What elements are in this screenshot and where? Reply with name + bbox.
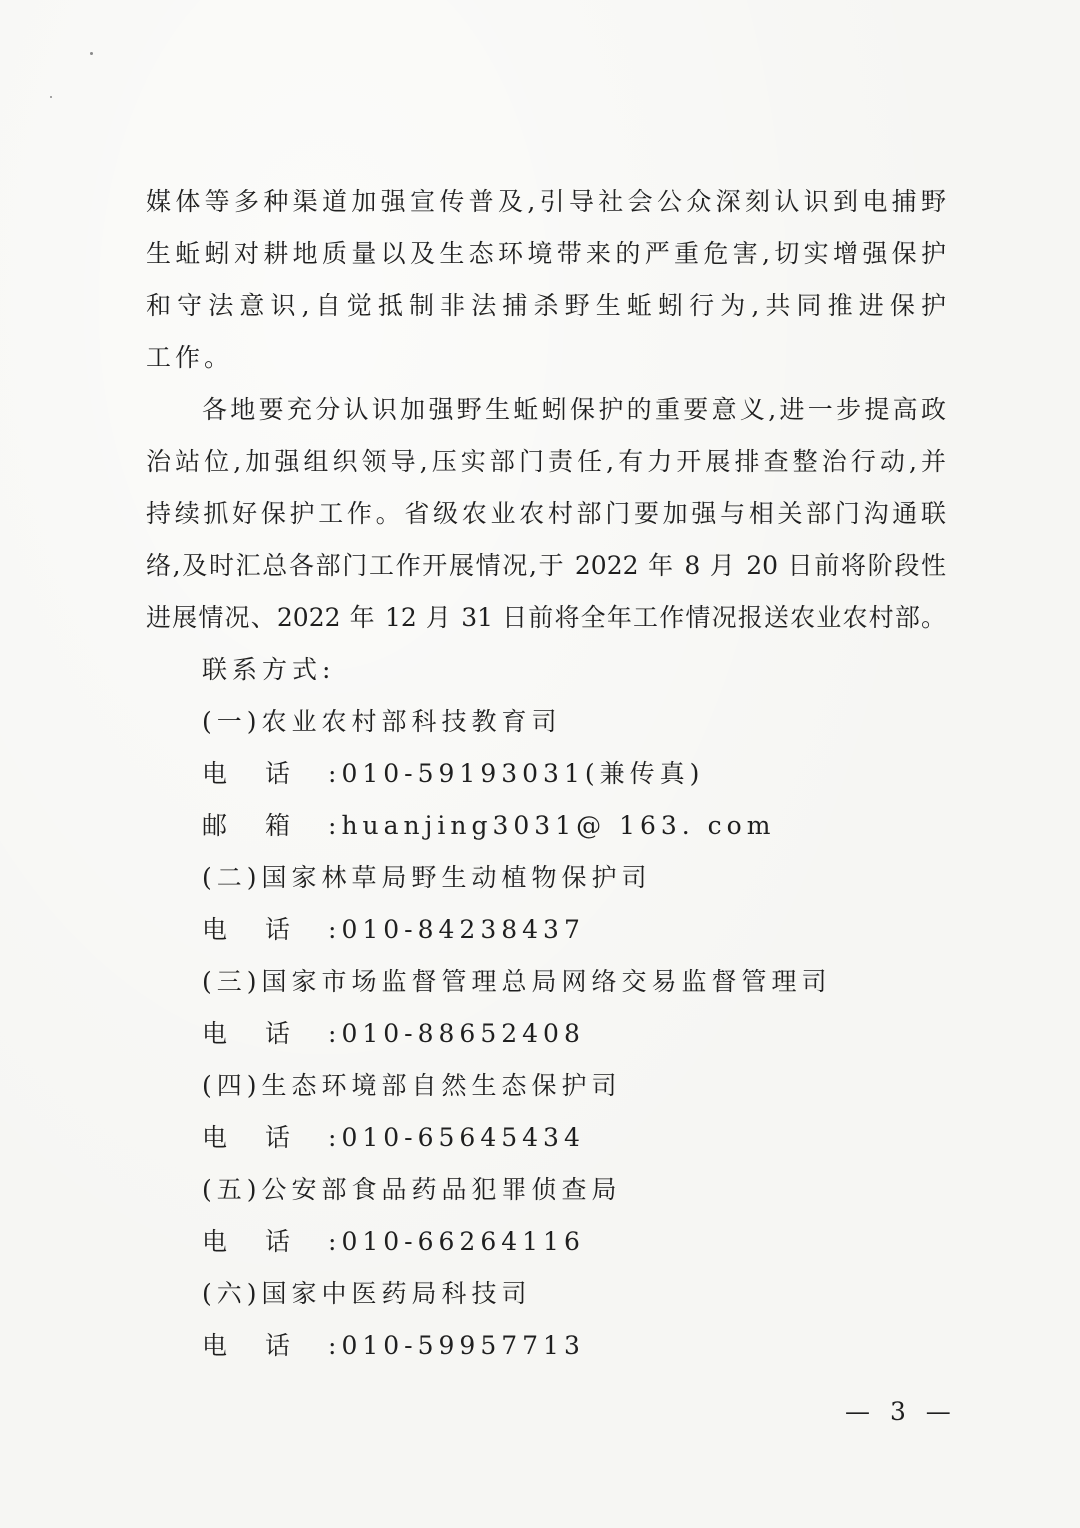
page-number: — 3 — [845, 1397, 957, 1426]
text-line: 持续抓好保护工作。省级农业农村部门要加强与相关部门沟通联 [146, 499, 946, 528]
phone-label: 电话 [202, 759, 329, 788]
contact-org: (一)农业农村部科技教育司 [202, 707, 562, 736]
paragraph-requirements [146, 384, 946, 644]
text-line: 进展情况、2022 年 12 月 31 日前将全年工作情况报送农业农村部。 [146, 603, 946, 632]
contact-org: (六)国家中医药局科技司 [202, 1279, 532, 1308]
text-line: 各地要充分认识加强野生蚯蚓保护的重要意义,进一步提高政 [202, 395, 946, 424]
scan-speck [90, 52, 93, 55]
email-address: :huanjing3031@ 163. com [328, 811, 776, 840]
phone-number: :010-84238437 [328, 915, 585, 944]
document-body [146, 176, 946, 1372]
text-line: 和守法意识,自觉抵制非法捕杀野生蚯蚓行为,共同推进保护 [146, 291, 946, 320]
contact-org: (五)公安部食品药品犯罪侦查局 [202, 1175, 622, 1204]
phone-label: 电话 [202, 1019, 329, 1048]
phone-number: :010-66264116 [328, 1227, 585, 1256]
paragraph-publicity [146, 176, 946, 384]
contact-heading: 联系方式: [202, 655, 336, 684]
phone-label: 电话 [202, 1123, 329, 1152]
phone-label: 电话 [202, 1227, 329, 1256]
phone-label: 电话 [202, 1331, 329, 1360]
text-line: 媒体等多种渠道加强宣传普及,引导社会公众深刻认识到电捕野 [146, 187, 946, 216]
contact-section [146, 644, 946, 1372]
contact-phone [146, 1216, 946, 1268]
contact-org: (二)国家林草局野生动植物保护司 [202, 863, 652, 892]
phone-number: :010-59957713 [328, 1331, 585, 1360]
contact-phone [146, 1008, 946, 1060]
phone-number: :010-65645434 [328, 1123, 585, 1152]
contact-org: (四)生态环境部自然生态保护司 [202, 1071, 622, 1100]
contact-phone [146, 904, 946, 956]
scan-speck [50, 96, 52, 98]
contact-email [146, 800, 946, 852]
contact-org: (三)国家市场监督管理总局网络交易监督管理司 [202, 967, 832, 996]
text-line: 生蚯蚓对耕地质量以及生态环境带来的严重危害,切实增强保护 [146, 239, 946, 268]
phone-number: :010-59193031(兼传真) [328, 759, 705, 788]
phone-label: 电话 [202, 915, 329, 944]
contact-phone [146, 1112, 946, 1164]
contact-phone [146, 748, 946, 800]
text-line: 治站位,加强组织领导,压实部门责任,有力开展排查整治行动,并 [146, 447, 946, 476]
contact-phone [146, 1320, 946, 1372]
phone-number: :010-88652408 [328, 1019, 585, 1048]
email-label: 邮箱 [202, 811, 329, 840]
text-line: 工作。 [146, 343, 234, 372]
text-line: 络,及时汇总各部门工作开展情况,于 2022 年 8 月 20 日前将阶段性 [146, 551, 946, 580]
